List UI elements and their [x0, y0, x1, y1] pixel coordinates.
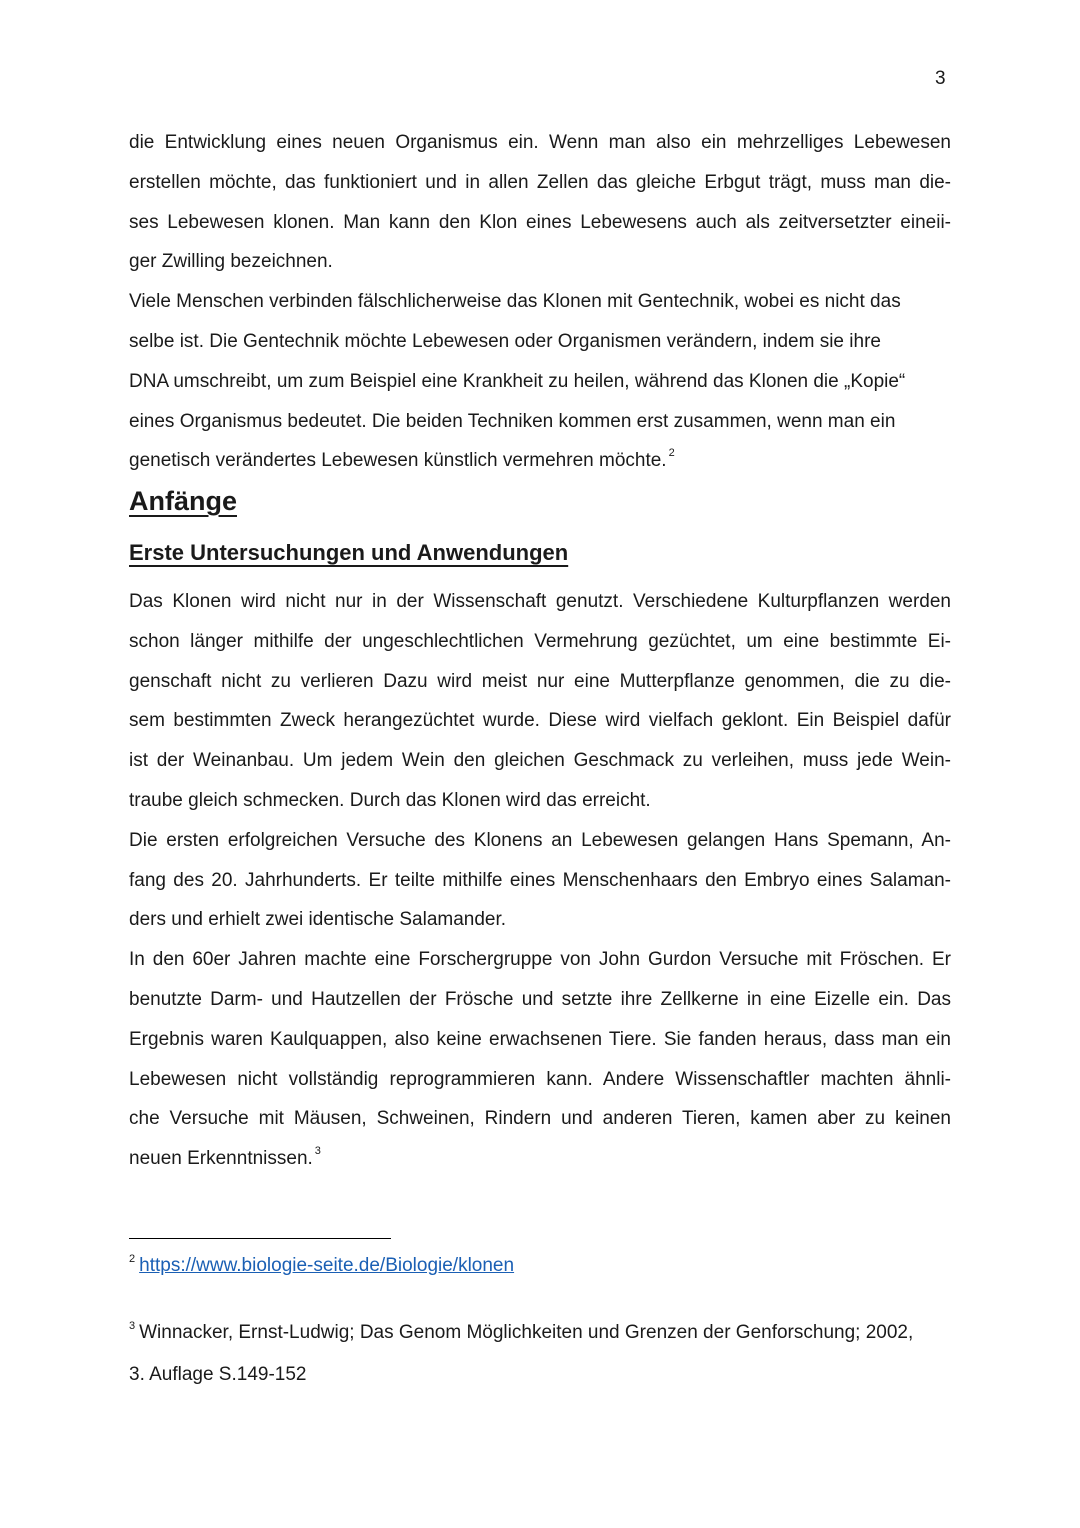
text-line: che Versuche mit Mäusen, Schweinen, Rindern und anderen Tieren, kamen aber zu keinen — [129, 1108, 951, 1130]
text-line: schon länger mithilfe der ungeschlechtlichen Vermehrung gezüchtet, um eine bestimmte Ei- — [129, 630, 951, 652]
text-line: ders und erhielt zwei identische Salamander. — [129, 909, 507, 931]
text-line: In den 60er Jahren machte eine Forschergruppe von John Gurdon Versuche mit Fröschen. Er — [129, 949, 951, 971]
text-line: selbe ist. Die Gentechnik möchte Lebewesen oder Organismen verändern, indem sie ihre — [129, 330, 881, 352]
text-line: ist der Weinanbau. Um jedem Wein den gleichen Geschmack zu verleihen, muss jede Wein- — [129, 750, 951, 772]
text-line: DNA umschreibt, um zum Beispiel eine Krankheit zu heilen, während das Klonen die „Kopie“ — [129, 370, 906, 392]
text-line: Viele Menschen verbinden fälschlicherweise das Klonen mit Gentechnik, wobei es nicht das — [129, 291, 901, 313]
text-line: fang des 20. Jahrhunderts. Er teilte mithilfe eines Menschenhaars den Embryo eines Salaman- — [129, 869, 951, 891]
text-line: Das Klonen wird nicht nur in der Wissenschaft genutzt. Verschiedene Kulturpflanzen werden — [129, 591, 951, 612]
text-line-content: genetisch verändertes Lebewesen künstlich vermehren möchte. — [129, 450, 667, 472]
footnote-marker: 2 — [129, 1253, 136, 1265]
text-line: traube gleich schmecken. Durch das Klonen wird das erreicht. — [129, 789, 651, 811]
footnote-link[interactable]: https://www.biologie-seite.de/Biologie/klonen — [139, 1255, 515, 1276]
footnote-line — [129, 1313, 951, 1355]
text-line: Lebewesen nicht vollständig reprogrammieren kann. Andere Wissenschaftler machten ähnli- — [129, 1068, 951, 1090]
text-line — [129, 1139, 951, 1182]
subsection-heading: Erste Untersuchungen und Anwendungen — [129, 540, 569, 565]
text-line: sem bestimmten Zweck herangezüchtet wurde. Diese wird vielfach geklont. Ein Beispiel dafür — [129, 710, 951, 732]
footnote-separator — [129, 1238, 391, 1239]
text-line: eines Organismus bedeutet. Die beiden Techniken kommen erst zusammen, wenn man ein — [129, 410, 896, 432]
footnote-text: Winnacker, Ernst-Ludwig; Das Genom Möglichkeiten und Grenzen der Genforschung; 2002, — [139, 1322, 914, 1343]
section-heading: Anfänge — [129, 486, 237, 516]
text-line: Die ersten erfolgreichen Versuche des Klonens an Lebewesen gelangen Hans Spemann, An- — [129, 829, 951, 851]
text-line-content: neuen Erkenntnissen. — [129, 1148, 313, 1170]
text-line: genschaft nicht zu verlieren Dazu wird meist nur eine Mutterpflanze genommen, die zu die- — [129, 670, 951, 692]
intro-paragraphs — [129, 123, 951, 484]
footnote-line: 3. Auflage S.149-152 — [129, 1364, 307, 1385]
footnote-reference[interactable]: 2 — [668, 447, 675, 460]
footnote-marker: 3 — [129, 1320, 136, 1332]
footnote-3 — [129, 1313, 951, 1395]
text-line: die Entwicklung eines neuen Organismus ein. Wenn man also ein mehrzelliges Lebewesen — [129, 132, 951, 153]
text-line: erstellen möchte, das funktioniert und in allen Zellen das gleiche Erbgut trägt, muss man die- — [129, 171, 951, 193]
text-line: ger Zwilling bezeichnen. — [129, 251, 333, 273]
text-line: benutzte Darm- und Hautzellen der Frösche und setzte ihre Zellkerne in eine Eizelle ein. Das — [129, 988, 951, 1010]
body-paragraphs — [129, 582, 951, 1182]
text-line: ses Lebewesen klonen. Man kann den Klon eines Lebewesens auch als zeitversetzter eineii- — [129, 211, 951, 233]
text-line: Ergebnis waren Kaulquappen, also keine erwachsenen Tiere. Sie fanden heraus, dass man ein — [129, 1028, 951, 1050]
footnote-2 — [129, 1246, 951, 1288]
text-line — [129, 441, 951, 484]
footnote-reference[interactable]: 3 — [314, 1145, 321, 1158]
page-number: 3 — [935, 68, 946, 89]
